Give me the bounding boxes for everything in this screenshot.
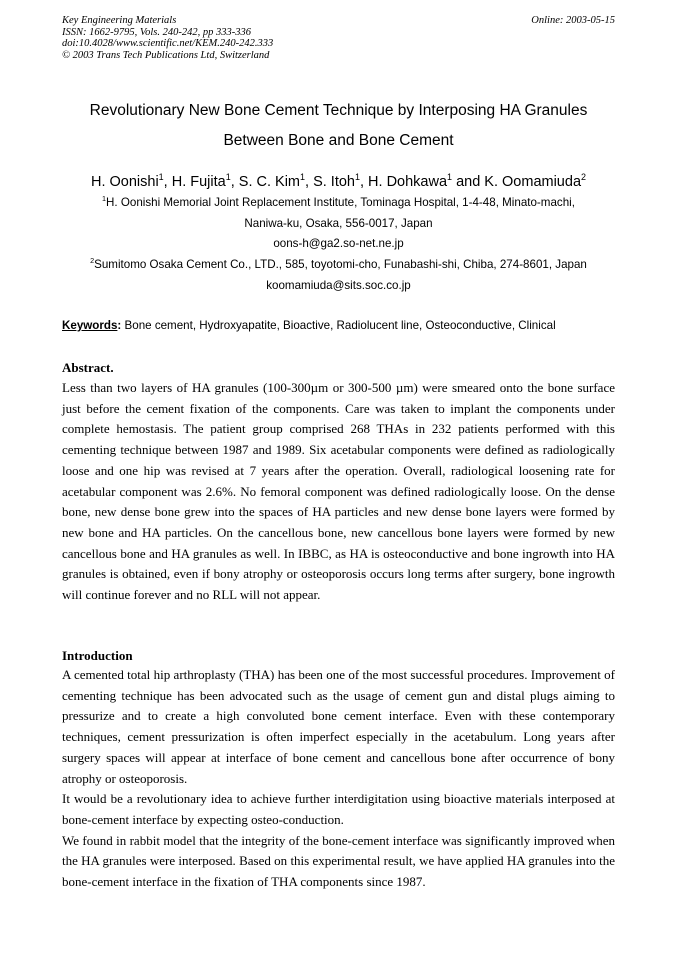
- author-1: H. Oonishi: [90, 174, 159, 190]
- paper-title: [62, 96, 615, 156]
- keywords-text: Bone cement, Hydroxyapatite, Bioactive, Radiolucent line, Osteoconductive, Clinical: [121, 319, 556, 332]
- keywords-colon: :: [117, 319, 122, 332]
- introduction-paragraph-2: It would be a revolutionary idea to achieve further interdigitation using bioactive materials interposed at bone-cement interface by expecting osteo-conduction.: [62, 791, 615, 827]
- title-line-2: Between Bone and Bone Cement: [223, 132, 454, 149]
- affiliation-1-line-1: [62, 193, 615, 214]
- title-line-1: Revolutionary New Bone Cement Technique by Interposing HA Granules: [89, 102, 588, 119]
- author-4: , S. Itoh: [305, 174, 355, 190]
- journal-name: Key Engineering Materials: [62, 15, 177, 26]
- author-6-affil: 2: [581, 172, 587, 183]
- author-6: and K. Oomamiuda: [452, 174, 582, 190]
- introduction-paragraph-3: We found in rabbit model that the integrity of the bone-cement interface was significantly improved when the HA granules were interposed. Based on this experimental result, we have applied HA granules into the bone-cement interface in the fixation of THA components since 1987.: [62, 832, 615, 890]
- author-3-affil: 1: [300, 172, 306, 183]
- affiliation-1-mark: 1: [102, 194, 107, 204]
- author-1-affil: 1: [158, 172, 164, 183]
- affiliation-2-email[interactable]: koomamiuda@sits.soc.co.jp: [266, 278, 411, 292]
- author-2: , H. Fujita: [163, 174, 226, 190]
- introduction-body: [62, 665, 615, 893]
- introduction-paragraph-1: A cemented total hip arthroplasty (THA) has been one of the most successful procedures. Improvement of cementing technique has been advocated such as the usage of cement gun and distal plugs aiming to pressurize and to create a high convoluted bone cement interface. Even with these contemporary techniques, cement pressurization is often imperfect especially in the acetabulum. Long years after surgery spaces will appear at interface of bone cement and cancellous bone after occurrence of bony atrophy or osteoporosis.: [62, 667, 615, 786]
- author-2-affil: 1: [225, 172, 231, 183]
- affiliation-1-text: H. Oonishi Memorial Joint Replacement Institute, Tominaga Hospital, 1-4-48, Minato-machi,: [106, 196, 575, 209]
- copyright-line: © 2003 Trans Tech Publications Ltd, Switzerland: [62, 49, 270, 61]
- issn-line: ISSN: 1662-9795, Vols. 240-242, pp 333-336: [62, 26, 251, 38]
- affiliation-2-text: Sumitomo Osaka Cement Co., LTD., 585, toyotomi-cho, Funabashi-shi, Chiba, 274-8601, Japan: [94, 258, 587, 271]
- abstract-heading: Abstract.: [62, 360, 114, 375]
- author-list: [62, 171, 615, 193]
- keywords-label: Keywords: [62, 319, 118, 332]
- affiliation-2-mark: 2: [90, 256, 95, 266]
- online-date: Online: 2003-05-15: [531, 15, 615, 26]
- author-5-affil: 1: [447, 172, 453, 183]
- affiliation-2: [62, 255, 615, 296]
- author-4-affil: 1: [355, 172, 360, 183]
- author-5: , H. Dohkawa: [360, 174, 448, 190]
- keywords-line: [62, 318, 615, 334]
- author-3: , S. C. Kim: [230, 174, 301, 190]
- affiliation-1: [62, 193, 615, 255]
- introduction-heading: Introduction: [62, 648, 133, 663]
- journal-header: [62, 15, 615, 61]
- abstract-body: [62, 378, 615, 606]
- abstract-paragraph: Less than two layers of HA granules (100-300µm or 300-500 µm) were smeared onto the bone surface just before the cement fixation of the components. Care was taken to implant the components under complete hemostasis. The patient group comprised 268 THAs in 232 patients performed with this cementing technique between 1987 and 1989. Six acetabular components were defined as radiologically loose and one hip was revised at 7 years after the operation. Overall, radiological loosening rate for acetabular component was 2.6%. No femoral component was defined radiologically loose. On the dense bone, new dense bone grew into the spaces of HA particles and new dense bone layers were formed by new bone and HA particles. On the cancellous bone, new cancellous bone layers were formed by new cancellous bone and HA granules as well. In IBBC, as HA is osteoconductive and bone ingrowth into HA granules is obtained, even if bony atrophy or osteoporosis occurs long terms after surgery, bone ingrowth will continue forever and no RLL will not appear.: [62, 380, 615, 603]
- doi-line: doi:10.4028/www.scientific.net/KEM.240-242.333: [62, 38, 274, 49]
- affiliation-1-email[interactable]: oons-h@ga2.so-net.ne.jp: [273, 237, 404, 251]
- affiliation-2-line-1: [62, 255, 615, 276]
- affiliation-1-line-2: Naniwa-ku, Osaka, 556-0017, Japan: [244, 216, 433, 230]
